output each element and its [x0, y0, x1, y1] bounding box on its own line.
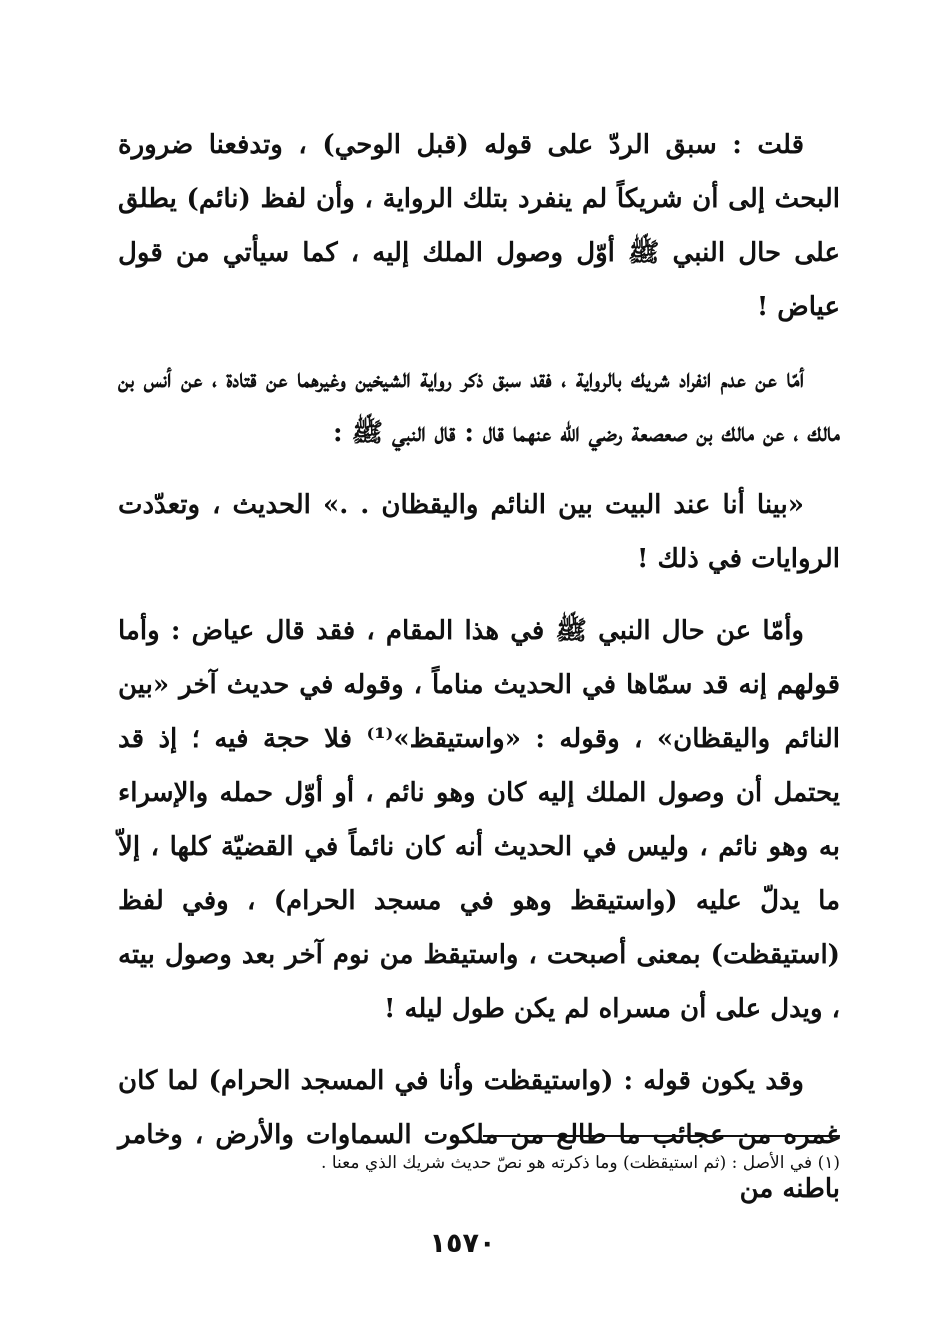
footnote: (١) في الأصل : (ثم استيقظت) وما ذكرته هو نصّ حديث شريك الذي معنا .: [321, 1153, 840, 1173]
paragraph-1: قلت : سبق الردّ على قوله (قبل الوحي) ، وتدفعنا ضرورة البحث إلى أن شريكاً لم ينفرد بتلك الرواية ، وأن لفظ (نائم) يطلق على حال النبي ﷺ أوّل وصول الملك إليه ، كما سيأتي من قول عياض !: [118, 130, 840, 322]
paragraph-2: أمّا عن عدم انفراد شريك بالرواية ، فقد سبق ذكر رواية الشيخين وغيرهما عن قتادة ، عن أنس بن مالك ، عن مالك بن صعصعة رضي الله عنهما قال : قال النبي ﷺ :: [118, 364, 840, 448]
page-number: ١٥٧٠: [429, 1228, 496, 1259]
paragraph-4: وأمّا عن حال النبي ﷺ في هذا المقام ، فقد قال عياض : وأما قولهم إنه قد سمّاها في الحديث مناماً ، وقوله في حديث آخر «بين النائم واليقظان» ، وقوله : «واستيقظ»⁽¹⁾ فلا حجة فيه ؛ إذ قد يحتمل أن وصول الملك إليه كان وهو نائم ، أو أوّل حمله والإسراء به وهو نائم ، وليس في الحديث أنه كان نائماً في القضيّة كلها ، إلاّ ما يدلّ عليه (واستيقظ وهو في مسجد الحرام) ، وفي لفظ (استيقظت) بمعنى أصبحت ، واستيقظ من نوم آخر بعد وصول بيته ، ويدل على أن مسراه لم يكن طول ليله !: [118, 616, 840, 1024]
main-text: [118, 118, 840, 1234]
paragraph-5: وقد يكون قوله : (واستيقظت وأنا في المسجد الحرام) لما كان غمره من عجائب ما طالع من ملكوت السماوات والأرض ، وخامر باطنه من: [118, 1066, 840, 1204]
paragraph-3: «بينا أنا عند البيت بين النائم واليقظان . .» الحديث ، وتعدّدت الروايات في ذلك !: [118, 490, 840, 574]
footnote-divider: [483, 1135, 840, 1137]
